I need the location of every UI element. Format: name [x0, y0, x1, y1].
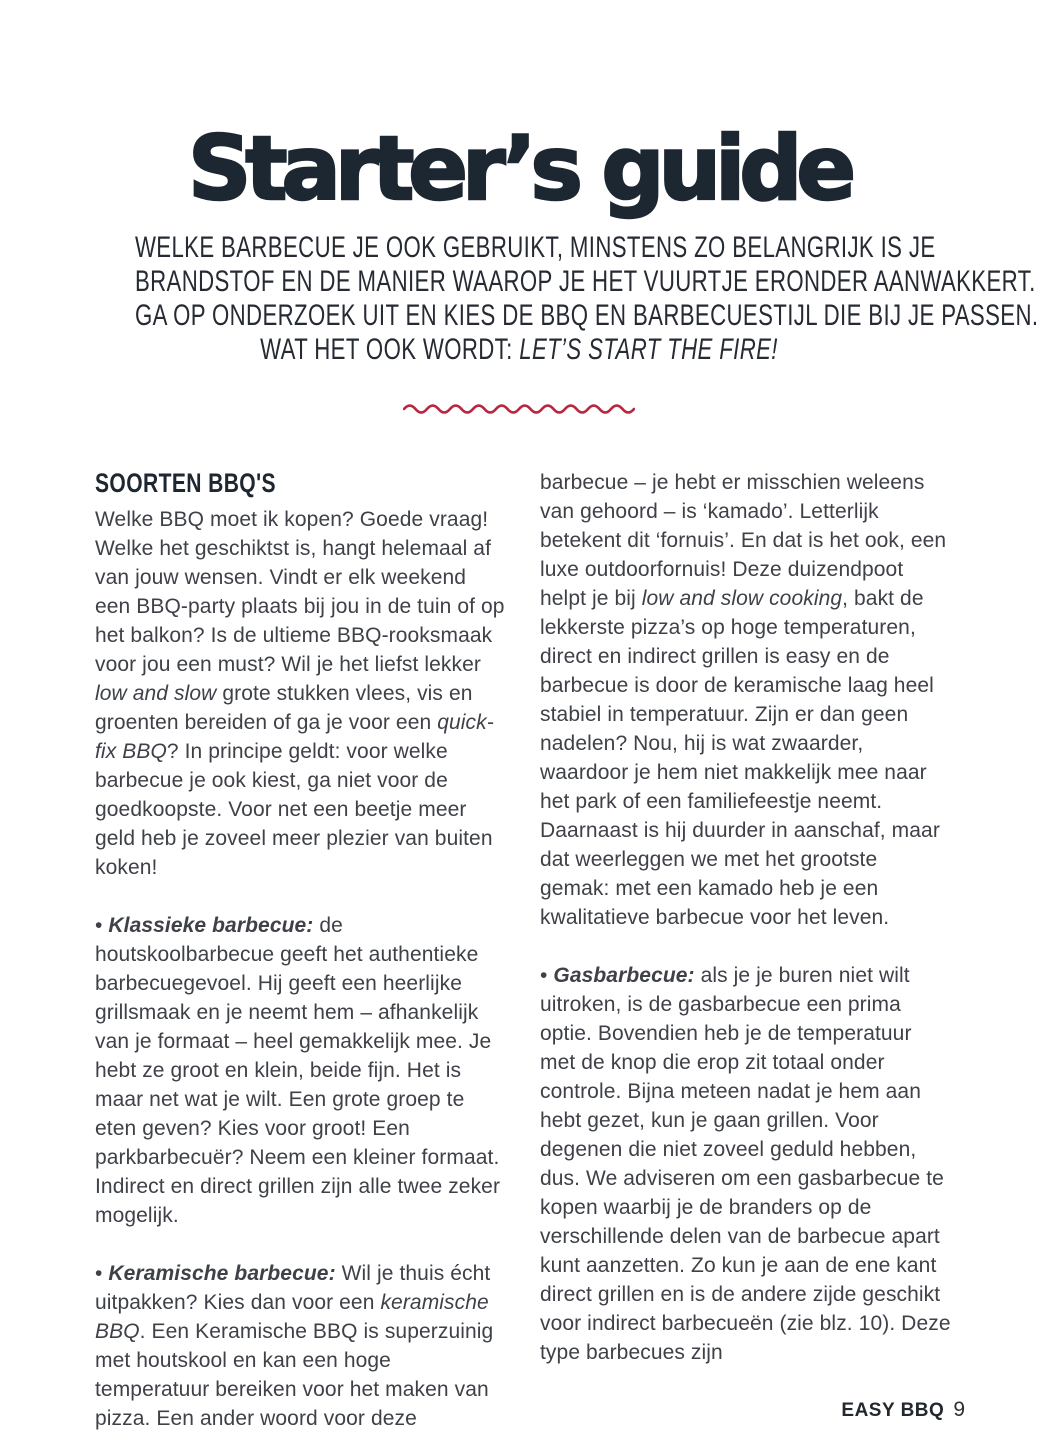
intro-line: BRANDSTOF EN DE MANIER WAAROP JE HET VUURTJE ERONDER AANWAKKERT.	[134, 265, 1036, 299]
page-title: Starter’s guide	[188, 117, 850, 220]
right-column	[540, 468, 952, 1433]
intro-line: WELKE BARBECUE JE OOK GEBRUIKT, MINSTENS ZO BELANGRIJK IS JE	[134, 231, 936, 265]
intro-text	[0, 231, 1038, 367]
page-header	[0, 118, 1038, 422]
left-column	[95, 468, 507, 1433]
paragraph: barbecue – je hebt er misschien weleens van gehoord – is ‘kamado’. Letterlijk betekent dit ‘fornuis’. En dat is het ook, een luxe outdoorfornuis! Deze duizendpoot helpt je bij low and slow cooking, bakt de lekkerste pizza’s op hoge temperaturen, direct en indirect grillen is easy en de barbecue is door de keramische laag heel stabiel in temperatuur. Zijn er dan geen nadelen? Nou, hij is wat zwaarder, waardoor je hem niet makkelijk mee naar het park of een familiefeestje neemt. Daarnaast is hij duurder in aanschaf, maar dat weerleggen we met het grootste gemak: met een kamado heb je een kwalitatieve barbecue voor het leven.	[540, 471, 947, 930]
footer-brand: EASY BBQ	[841, 1400, 945, 1421]
paragraph: • Keramische barbecue: Wil je thuis écht uitpakken? Kies dan voor een keramische BBQ. Een Keramische BBQ is superzuinig met houtskool en kan een hoge temperatuur bereiken voor het maken van pizza. Een ander woord voor deze	[95, 1262, 494, 1431]
footer-page-number: 9	[953, 1398, 965, 1421]
section-heading: SOORTEN BBQ'S	[95, 468, 276, 499]
paragraph: • Gasbarbecue: als je je buren niet wilt uitroken, is de gasbarbecue een prima optie. Bovendien heb je de temperatuur met de knop die erop zit totaal onder controle. Bijna meteen nadat je hem aan hebt gezet, kun je gaan grillen. Voor degenen die niet zoveel geduld hebben, dus. We adviseren om een gasbarbecue te kopen waarbij je de branders op de verschillende delen van de barbecue apart kunt aanzetten. Zo kun je aan de ene kant direct grillen en is de andere zijde geschikt voor indirect barbecueën (zie blz. 10). Deze type barbecues zijn	[540, 964, 951, 1365]
article-body	[0, 468, 1038, 1433]
intro-line: WAT HET OOK WORDT: LET’S START THE FIRE!	[260, 333, 778, 367]
intro-line: GA OP ONDERZOEK UIT EN KIES DE BBQ EN BARBECUESTIJL DIE BIJ JE PASSEN.	[134, 299, 1038, 333]
paragraph: Welke BBQ moet ik kopen? Goede vraag! Welke het geschiktst is, hangt helemaal af van jouw wensen. Vindt er elk weekend een BBQ-party plaats bij jou in de tuin of op het balkon? Is de ultieme BBQ-rooksmaak voor jou een must? Wil je het liefst lekker low and slow grote stukken vlees, vis en groenten bereiden of ga je voor een quick-fix BBQ? In principe geldt: voor welke barbecue je ook kiest, ga niet voor de goedkoopste. Voor net een beetje meer geld heb je zoveel meer plezier van buiten koken!	[95, 508, 505, 880]
page-footer	[841, 1398, 965, 1422]
paragraph: • Klassieke barbecue: de houtskoolbarbecue geeft het authentieke barbecuegevoel. Hij geeft een heerlijke grillsmaak en je neemt hem – afhankelijk van je formaat – heel gemakkelijk mee. Je hebt ze groot en klein, beide fijn. Het is maar net wat je wilt. Een grote groep te eten geven? Kies voor groot! Een parkbarbecuër? Neem een kleiner formaat. Indirect en direct grillen zijn alle twee zeker mogelijk.	[95, 914, 501, 1228]
wavy-divider	[0, 401, 1038, 422]
